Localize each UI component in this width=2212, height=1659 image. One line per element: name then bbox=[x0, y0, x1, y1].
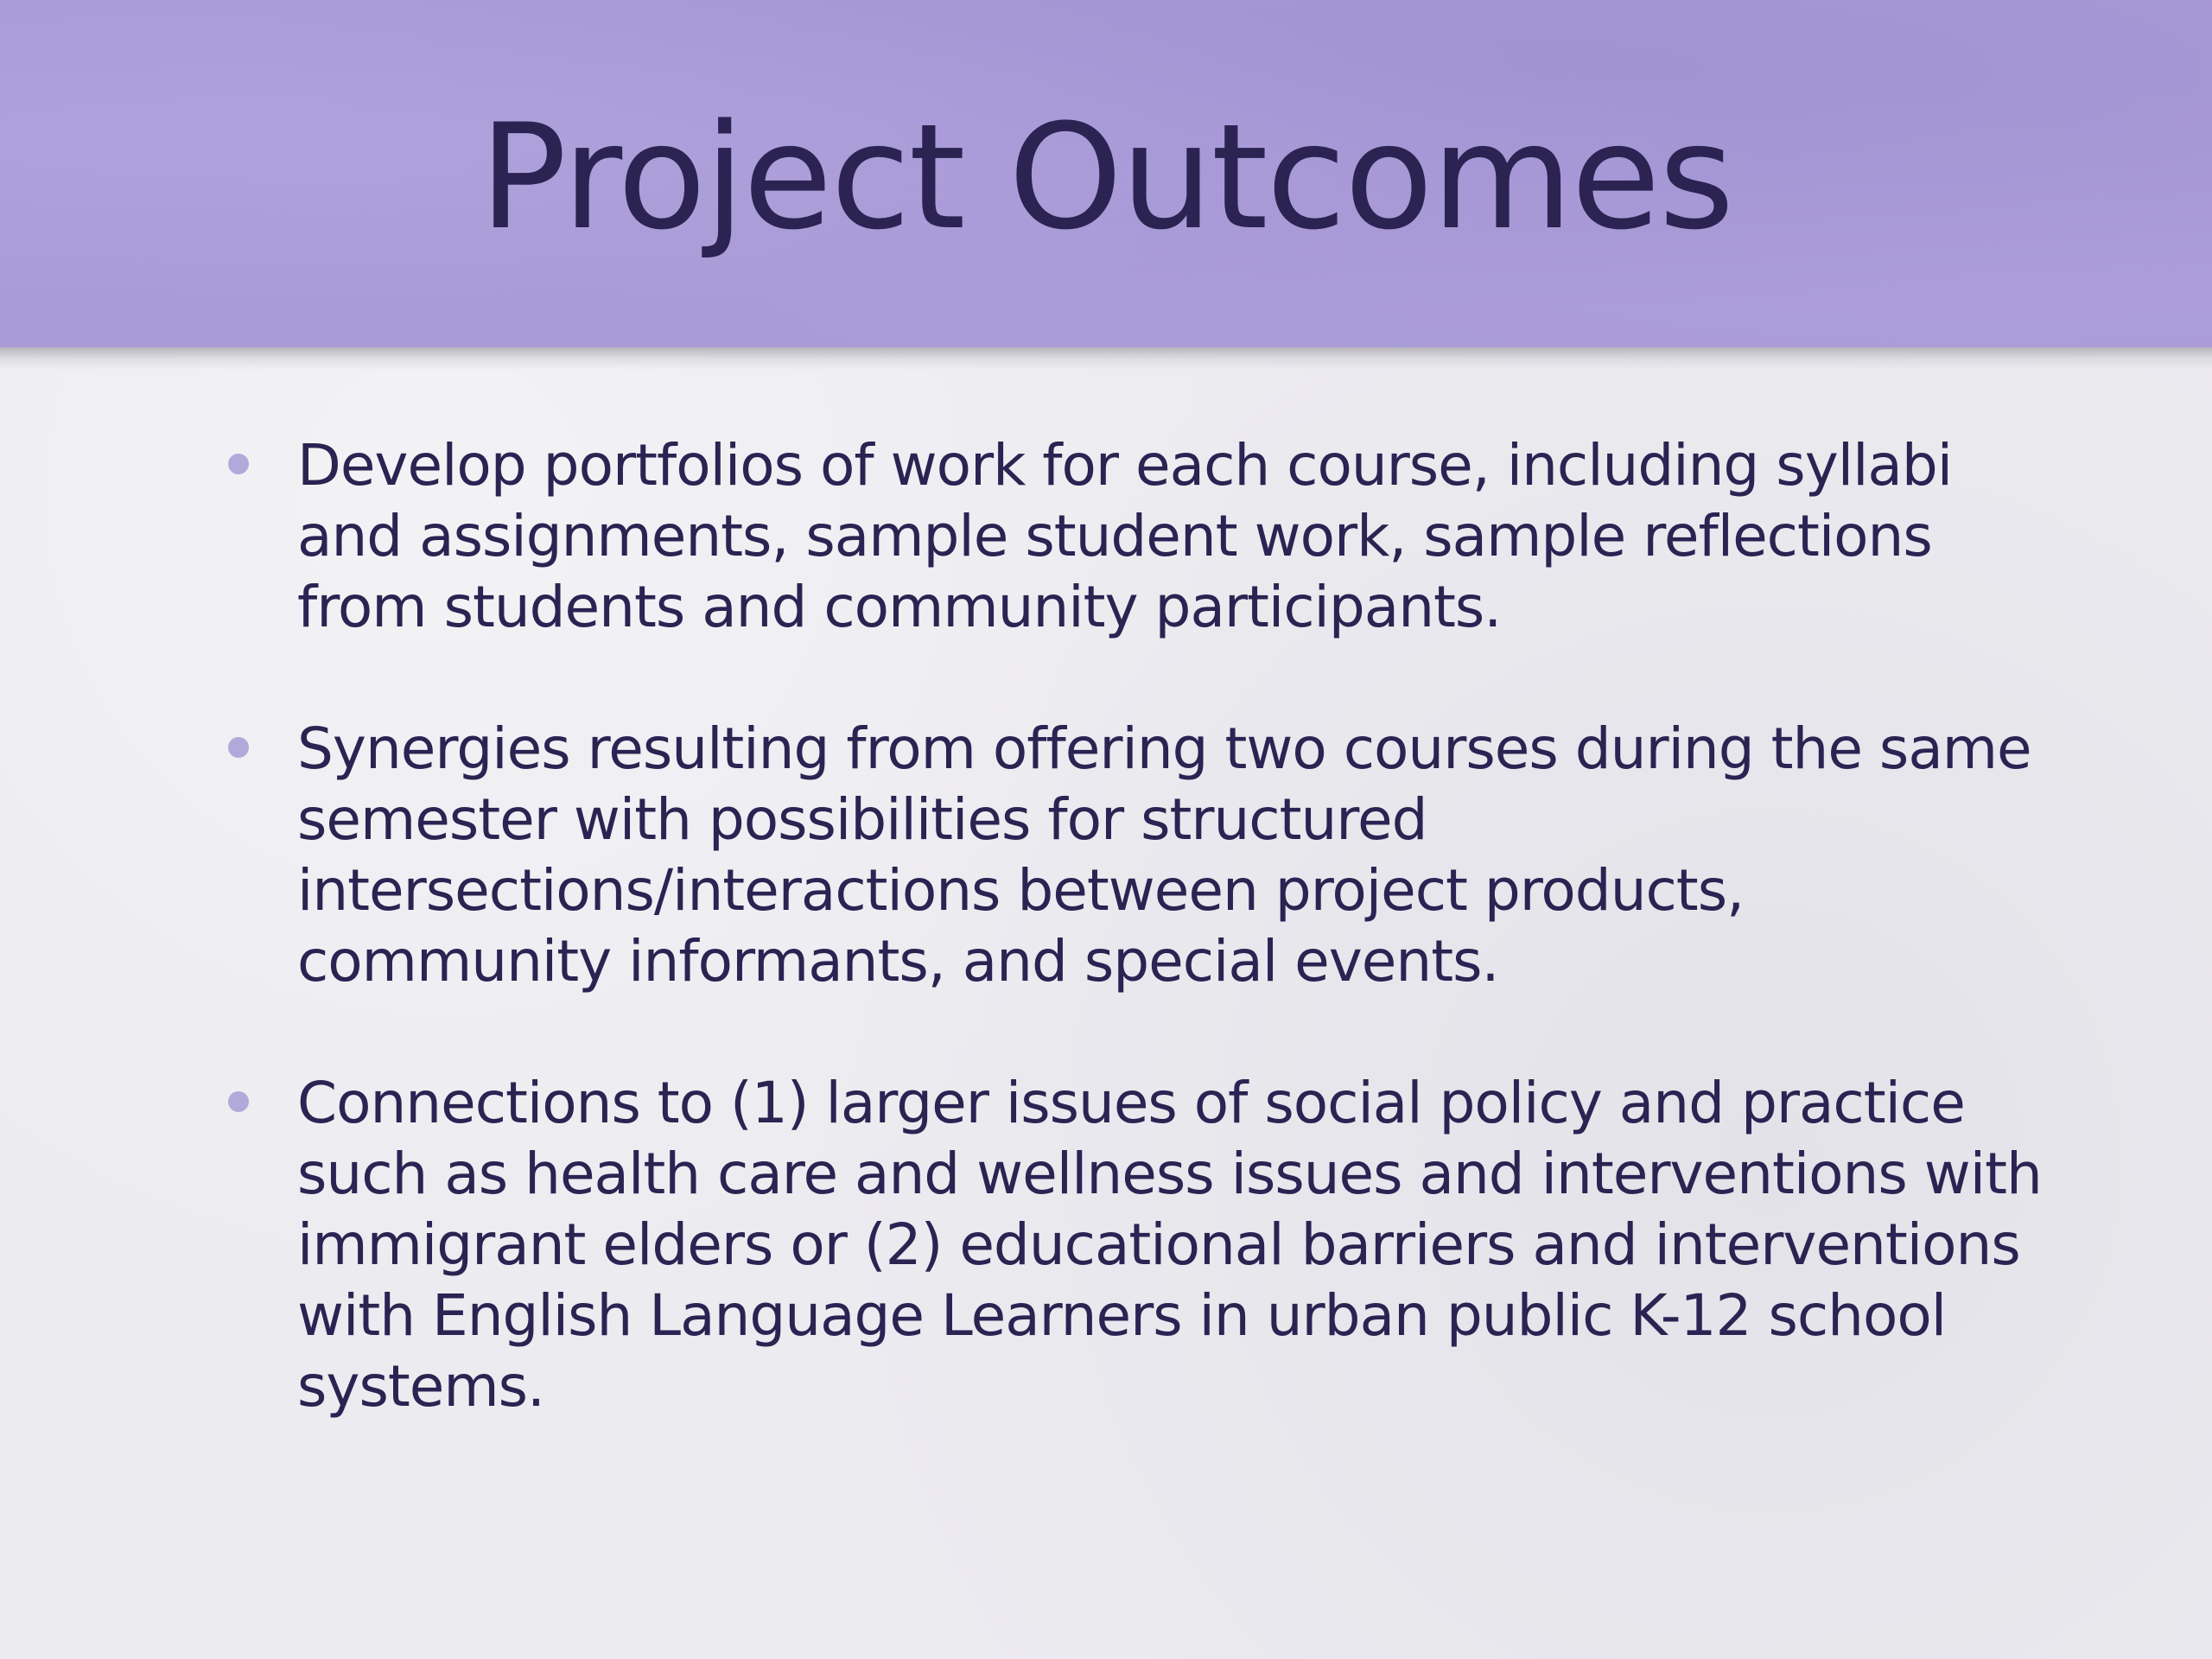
bullet-item bbox=[223, 430, 2046, 643]
bullet-list bbox=[223, 430, 2046, 1493]
header-divider bbox=[0, 347, 2212, 370]
slide-title: Project Outcomes bbox=[479, 92, 1733, 262]
bullet-text: Connections to (1) larger issues of social policy and practice such as health care and wellness issues and interventions with immigrant elders or (2) educational barriers and interventions with English Language Learners in urban public K-12 school systems. bbox=[297, 1070, 2042, 1420]
bullet-text: Develop portfolios of work for each course, including syllabi and assignments, sample student work, sample reflections from students and community participants. bbox=[297, 432, 1953, 640]
bullet-dot-icon bbox=[228, 1091, 249, 1112]
bullet-dot-icon bbox=[228, 737, 249, 758]
bullet-item bbox=[223, 1068, 2046, 1422]
bullet-text: Synergies resulting from offering two courses during the same semester with possibilities for structured intersections/interactions between project products, community informants, and special events. bbox=[297, 715, 2031, 995]
bullet-item bbox=[223, 714, 2046, 997]
bullet-dot-icon bbox=[228, 454, 249, 474]
